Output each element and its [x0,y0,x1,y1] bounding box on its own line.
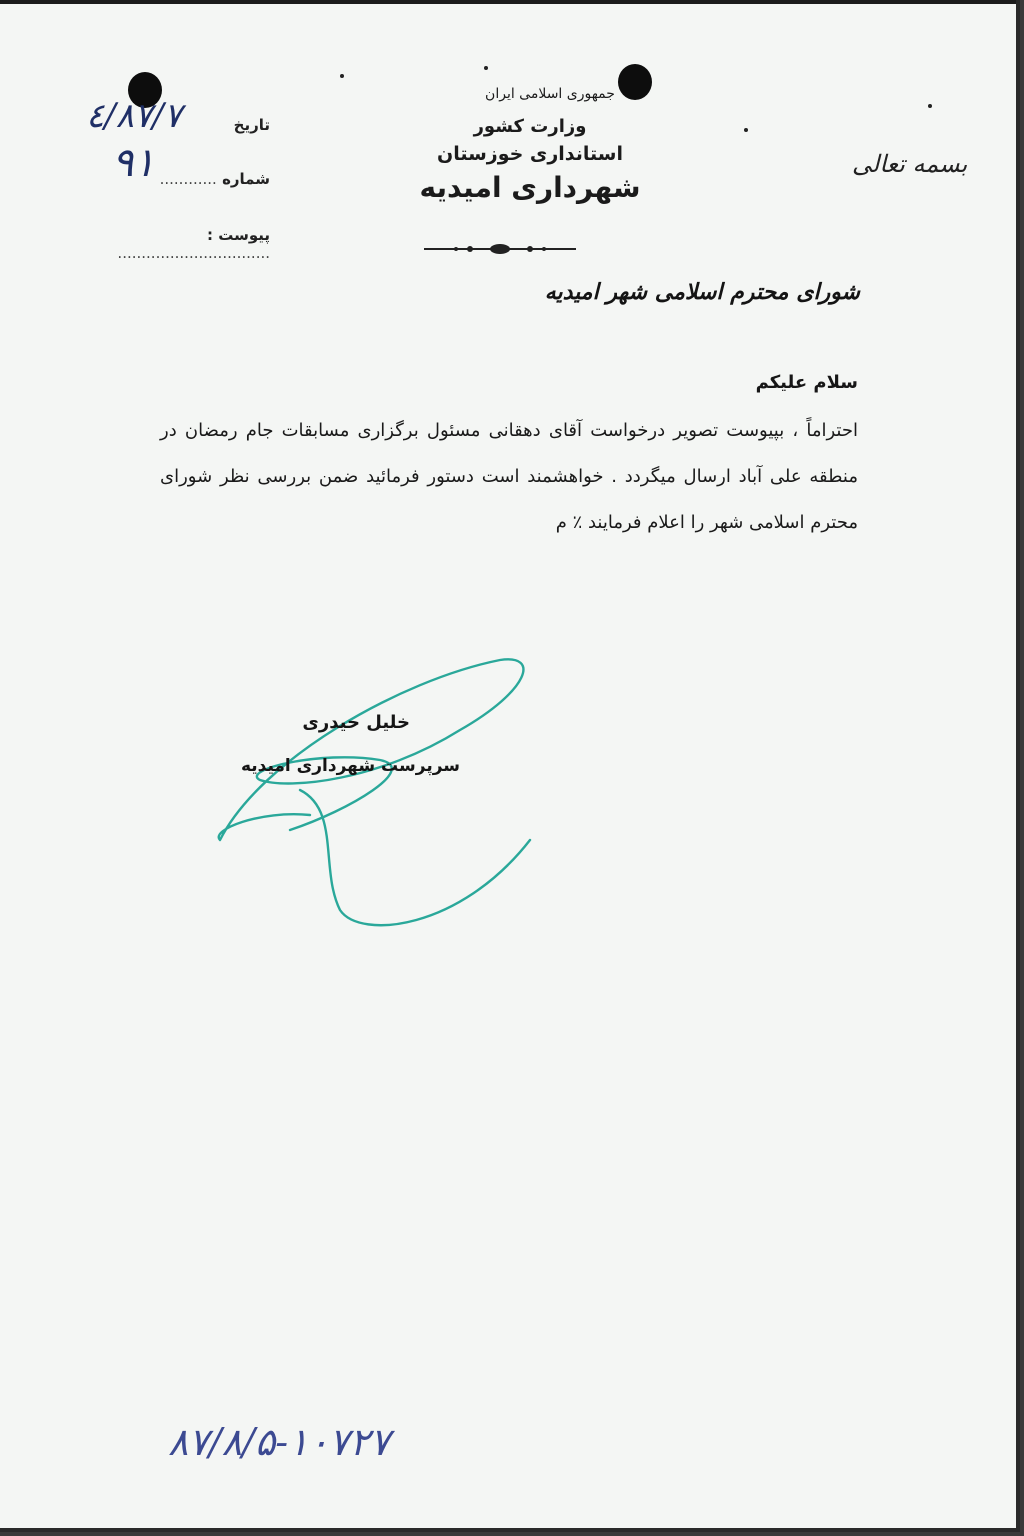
number-label: شماره [222,170,270,188]
letterhead [380,86,680,204]
attachment-field [80,226,270,262]
number-field [80,170,270,188]
signatory-name: خلیل حیدری [302,712,410,733]
number-dots: ............ [159,170,217,188]
handwritten-signature [200,640,550,940]
bismillah: بسمه تعالی [852,150,968,178]
recipient-line: شورای محترم اسلامی شهر امیدیه [544,280,860,305]
ornament-divider [420,240,580,258]
handwritten-footer-note: ۸۷/۸/۵-۱۰۷۲۷ [168,1420,391,1464]
handwritten-number: ۹۱ [112,140,155,186]
letterhead-municipality: شهرداری امیدیه [419,171,641,204]
scan-speck [928,104,932,108]
scan-speck [744,128,748,132]
date-field [80,116,270,134]
signatory-title: سرپرست شهرداری امیدیه [240,756,460,776]
letterhead-governorate: استانداری خوزستان [436,143,623,165]
letterhead-republic: جمهوری اسلامی ایران [485,86,615,102]
scan-speck [340,74,344,78]
letter-body-text: احتراماً ، بپیوست تصویر درخواست آقای دهقانی مسئول برگزاری مسابقات جام رمضان در منطقه علی آباد ارسال میگردد . خواهشمند است دستور فرمائید ضمن بررسی نظر شورای محترم اسلامی شهر را اعلام فرمایند ٪ م [160,420,858,533]
date-label: تاریخ [233,116,270,134]
scan-speck [484,66,488,70]
attachment-label: پیوست : [206,226,270,244]
letter-body [160,408,858,546]
letterhead-ministry: وزارت کشور [473,116,587,137]
greeting: سلام علیکم [755,372,858,393]
scan-edge [0,0,1020,4]
handwritten-date: ۸۷/۷/٤ [86,96,182,136]
attachment-dots: ................................ [117,244,270,262]
